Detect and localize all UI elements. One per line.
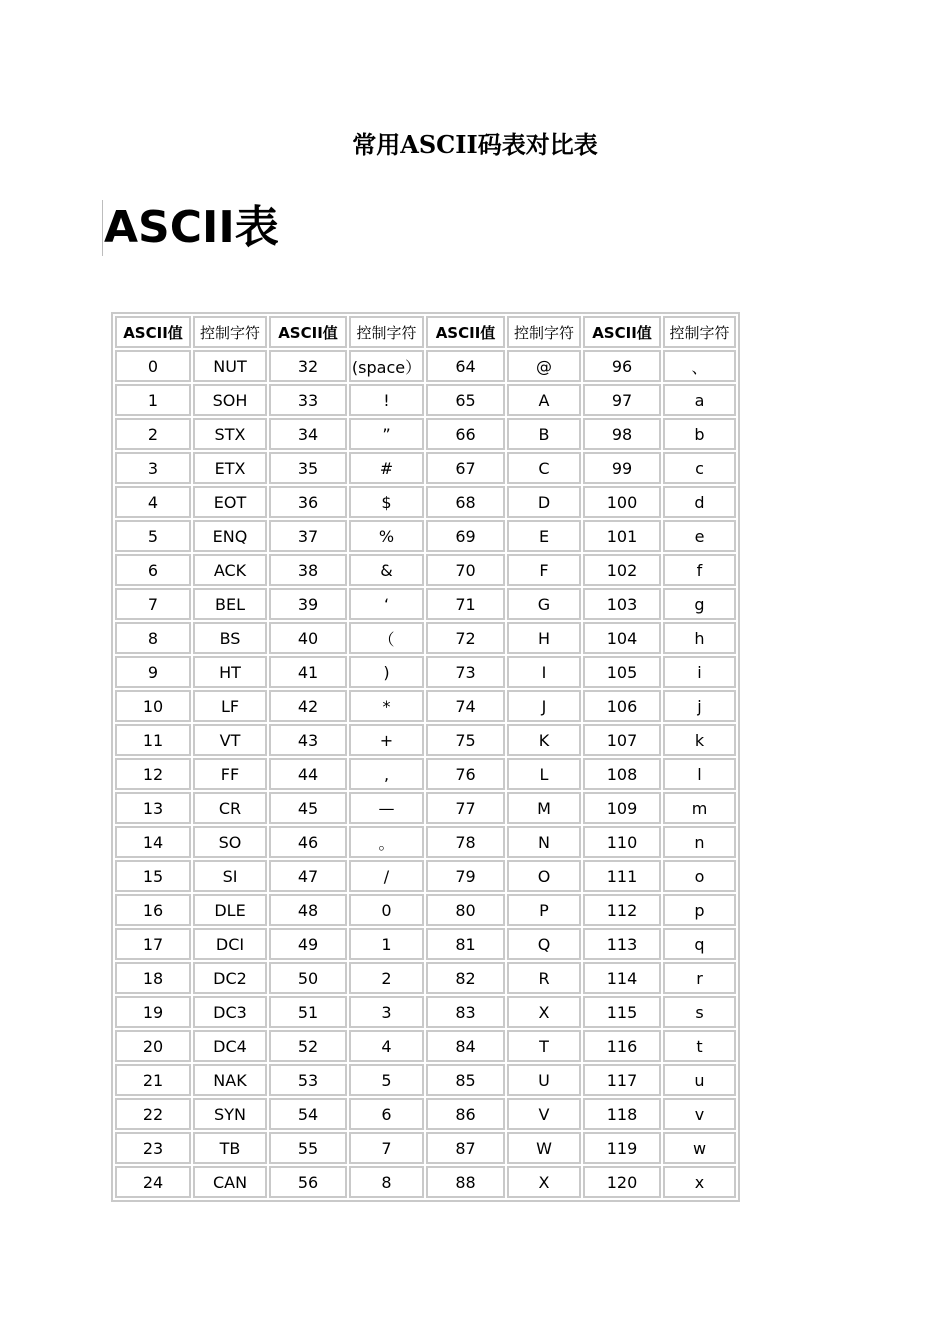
table-row	[115, 520, 736, 552]
control-char-cell: O	[507, 860, 581, 892]
control-char-cell: NAK	[193, 1064, 267, 1096]
ascii-value-cell: 120	[583, 1166, 661, 1198]
ascii-value-cell: 99	[583, 452, 661, 484]
heading-marker	[102, 200, 103, 256]
ascii-value-cell: 16	[115, 894, 191, 926]
ascii-value-cell: 5	[115, 520, 191, 552]
ascii-value-cell: 48	[269, 894, 347, 926]
control-char-cell: DC2	[193, 962, 267, 994]
control-char-cell: 1	[349, 928, 424, 960]
ascii-value-cell: 84	[426, 1030, 505, 1062]
ascii-value-cell: 88	[426, 1166, 505, 1198]
control-char-cell: 、	[663, 350, 736, 382]
ascii-value-cell: 101	[583, 520, 661, 552]
control-char-cell: q	[663, 928, 736, 960]
control-char-cell: ENQ	[193, 520, 267, 552]
ascii-value-cell: 65	[426, 384, 505, 416]
control-char-cell: f	[663, 554, 736, 586]
control-char-cell: %	[349, 520, 424, 552]
control-char-cell: NUT	[193, 350, 267, 382]
ascii-value-cell: 35	[269, 452, 347, 484]
ascii-value-cell: 118	[583, 1098, 661, 1130]
header-ascii-value: ASCII值	[583, 316, 661, 348]
table-row	[115, 996, 736, 1028]
ascii-value-cell: 24	[115, 1166, 191, 1198]
control-char-cell: #	[349, 452, 424, 484]
ascii-value-cell: 41	[269, 656, 347, 688]
ascii-value-cell: 37	[269, 520, 347, 552]
ascii-value-cell: 114	[583, 962, 661, 994]
table-row	[115, 1030, 736, 1062]
ascii-value-cell: 50	[269, 962, 347, 994]
control-char-cell: &	[349, 554, 424, 586]
ascii-value-cell: 0	[115, 350, 191, 382]
control-char-cell: L	[507, 758, 581, 790]
control-char-cell: d	[663, 486, 736, 518]
control-char-cell: 7	[349, 1132, 424, 1164]
ascii-value-cell: 98	[583, 418, 661, 450]
ascii-value-cell: 77	[426, 792, 505, 824]
control-char-cell: P	[507, 894, 581, 926]
control-char-cell: SOH	[193, 384, 267, 416]
table-row	[115, 384, 736, 416]
ascii-value-cell: 66	[426, 418, 505, 450]
control-char-cell: HT	[193, 656, 267, 688]
control-char-cell: 8	[349, 1166, 424, 1198]
control-char-cell: Q	[507, 928, 581, 960]
ascii-value-cell: 76	[426, 758, 505, 790]
table-row	[115, 1132, 736, 1164]
ascii-value-cell: 52	[269, 1030, 347, 1062]
header-control-char: 控制字符	[663, 316, 736, 348]
ascii-value-cell: 43	[269, 724, 347, 756]
control-char-cell: t	[663, 1030, 736, 1062]
ascii-value-cell: 8	[115, 622, 191, 654]
control-char-cell: ACK	[193, 554, 267, 586]
ascii-value-cell: 36	[269, 486, 347, 518]
ascii-value-cell: 110	[583, 826, 661, 858]
ascii-value-cell: 109	[583, 792, 661, 824]
table-header-row	[115, 316, 736, 348]
ascii-value-cell: 115	[583, 996, 661, 1028]
control-char-cell: E	[507, 520, 581, 552]
control-char-cell: V	[507, 1098, 581, 1130]
table-row	[115, 758, 736, 790]
control-char-cell: U	[507, 1064, 581, 1096]
ascii-value-cell: 72	[426, 622, 505, 654]
control-char-cell: !	[349, 384, 424, 416]
control-char-cell: +	[349, 724, 424, 756]
ascii-value-cell: 112	[583, 894, 661, 926]
control-char-cell: FF	[193, 758, 267, 790]
ascii-value-cell: 108	[583, 758, 661, 790]
ascii-value-cell: 11	[115, 724, 191, 756]
control-char-cell: s	[663, 996, 736, 1028]
control-char-cell: BEL	[193, 588, 267, 620]
ascii-value-cell: 87	[426, 1132, 505, 1164]
document-title: 常用ASCII码表对比表	[352, 130, 598, 159]
control-char-cell: I	[507, 656, 581, 688]
control-char-cell: /	[349, 860, 424, 892]
control-char-cell: 0	[349, 894, 424, 926]
ascii-value-cell: 13	[115, 792, 191, 824]
ascii-value-cell: 68	[426, 486, 505, 518]
ascii-value-cell: 6	[115, 554, 191, 586]
ascii-value-cell: 23	[115, 1132, 191, 1164]
table-row	[115, 928, 736, 960]
ascii-value-cell: 106	[583, 690, 661, 722]
control-char-cell: DC3	[193, 996, 267, 1028]
control-char-cell: x	[663, 1166, 736, 1198]
control-char-cell: X	[507, 996, 581, 1028]
ascii-value-cell: 67	[426, 452, 505, 484]
control-char-cell: A	[507, 384, 581, 416]
ascii-value-cell: 53	[269, 1064, 347, 1096]
ascii-value-cell: 103	[583, 588, 661, 620]
control-char-cell: 2	[349, 962, 424, 994]
section-heading: ASCII表	[104, 202, 279, 253]
table-row	[115, 1166, 736, 1198]
control-char-cell: BS	[193, 622, 267, 654]
control-char-cell: D	[507, 486, 581, 518]
control-char-cell: c	[663, 452, 736, 484]
control-char-cell: l	[663, 758, 736, 790]
control-char-cell: —	[349, 792, 424, 824]
control-char-cell: n	[663, 826, 736, 858]
ascii-value-cell: 105	[583, 656, 661, 688]
ascii-value-cell: 80	[426, 894, 505, 926]
control-char-cell: p	[663, 894, 736, 926]
table-row	[115, 350, 736, 382]
ascii-value-cell: 21	[115, 1064, 191, 1096]
control-char-cell: W	[507, 1132, 581, 1164]
control-char-cell: （	[349, 622, 424, 654]
ascii-value-cell: 69	[426, 520, 505, 552]
control-char-cell: v	[663, 1098, 736, 1130]
ascii-value-cell: 71	[426, 588, 505, 620]
control-char-cell: j	[663, 690, 736, 722]
control-char-cell: e	[663, 520, 736, 552]
ascii-value-cell: 45	[269, 792, 347, 824]
table-row	[115, 588, 736, 620]
table-row	[115, 1098, 736, 1130]
ascii-value-cell: 22	[115, 1098, 191, 1130]
ascii-value-cell: 20	[115, 1030, 191, 1062]
control-char-cell: R	[507, 962, 581, 994]
ascii-value-cell: 38	[269, 554, 347, 586]
ascii-value-cell: 4	[115, 486, 191, 518]
ascii-value-cell: 73	[426, 656, 505, 688]
header-ascii-value: ASCII值	[269, 316, 347, 348]
ascii-table	[111, 312, 740, 1202]
ascii-value-cell: 117	[583, 1064, 661, 1096]
ascii-value-cell: 116	[583, 1030, 661, 1062]
control-char-cell: ‘	[349, 588, 424, 620]
ascii-value-cell: 104	[583, 622, 661, 654]
control-char-cell: DCI	[193, 928, 267, 960]
ascii-value-cell: 96	[583, 350, 661, 382]
ascii-value-cell: 78	[426, 826, 505, 858]
control-char-cell: ,	[349, 758, 424, 790]
table-row	[115, 894, 736, 926]
ascii-value-cell: 1	[115, 384, 191, 416]
control-char-cell: DC4	[193, 1030, 267, 1062]
table-row	[115, 792, 736, 824]
control-char-cell: X	[507, 1166, 581, 1198]
ascii-value-cell: 113	[583, 928, 661, 960]
ascii-value-cell: 3	[115, 452, 191, 484]
ascii-value-cell: 9	[115, 656, 191, 688]
table-row	[115, 418, 736, 450]
control-char-cell: i	[663, 656, 736, 688]
table-row	[115, 826, 736, 858]
ascii-value-cell: 19	[115, 996, 191, 1028]
control-char-cell: u	[663, 1064, 736, 1096]
ascii-value-cell: 83	[426, 996, 505, 1028]
table-row	[115, 622, 736, 654]
control-char-cell: m	[663, 792, 736, 824]
ascii-value-cell: 12	[115, 758, 191, 790]
ascii-value-cell: 111	[583, 860, 661, 892]
ascii-value-cell: 39	[269, 588, 347, 620]
header-ascii-value: ASCII值	[426, 316, 505, 348]
ascii-value-cell: 55	[269, 1132, 347, 1164]
ascii-table-container	[111, 312, 740, 1202]
ascii-value-cell: 7	[115, 588, 191, 620]
control-char-cell: o	[663, 860, 736, 892]
control-char-cell: 3	[349, 996, 424, 1028]
ascii-value-cell: 49	[269, 928, 347, 960]
control-char-cell: ETX	[193, 452, 267, 484]
control-char-cell: VT	[193, 724, 267, 756]
ascii-value-cell: 100	[583, 486, 661, 518]
control-char-cell: CR	[193, 792, 267, 824]
control-char-cell: F	[507, 554, 581, 586]
ascii-value-cell: 74	[426, 690, 505, 722]
ascii-value-cell: 15	[115, 860, 191, 892]
control-char-cell: DLE	[193, 894, 267, 926]
ascii-value-cell: 119	[583, 1132, 661, 1164]
table-row	[115, 554, 736, 586]
control-char-cell: r	[663, 962, 736, 994]
control-char-cell: J	[507, 690, 581, 722]
control-char-cell: w	[663, 1132, 736, 1164]
ascii-value-cell: 2	[115, 418, 191, 450]
header-ascii-value: ASCII值	[115, 316, 191, 348]
header-control-char: 控制字符	[193, 316, 267, 348]
table-row	[115, 690, 736, 722]
ascii-value-cell: 81	[426, 928, 505, 960]
ascii-value-cell: 85	[426, 1064, 505, 1096]
control-char-cell: M	[507, 792, 581, 824]
ascii-value-cell: 33	[269, 384, 347, 416]
control-char-cell: @	[507, 350, 581, 382]
ascii-value-cell: 56	[269, 1166, 347, 1198]
ascii-value-cell: 17	[115, 928, 191, 960]
control-char-cell: SYN	[193, 1098, 267, 1130]
ascii-value-cell: 51	[269, 996, 347, 1028]
header-control-char: 控制字符	[349, 316, 424, 348]
ascii-value-cell: 14	[115, 826, 191, 858]
control-char-cell: CAN	[193, 1166, 267, 1198]
control-char-cell: T	[507, 1030, 581, 1062]
table-row	[115, 452, 736, 484]
control-char-cell: H	[507, 622, 581, 654]
control-char-cell: C	[507, 452, 581, 484]
ascii-value-cell: 102	[583, 554, 661, 586]
control-char-cell: a	[663, 384, 736, 416]
table-row	[115, 724, 736, 756]
control-char-cell: 。	[349, 826, 424, 858]
table-row	[115, 656, 736, 688]
control-char-cell: g	[663, 588, 736, 620]
control-char-cell: STX	[193, 418, 267, 450]
ascii-value-cell: 54	[269, 1098, 347, 1130]
control-char-cell: *	[349, 690, 424, 722]
ascii-value-cell: 82	[426, 962, 505, 994]
header-control-char: 控制字符	[507, 316, 581, 348]
control-char-cell: G	[507, 588, 581, 620]
ascii-value-cell: 32	[269, 350, 347, 382]
control-char-cell: b	[663, 418, 736, 450]
table-row	[115, 860, 736, 892]
ascii-value-cell: 46	[269, 826, 347, 858]
control-char-cell: TB	[193, 1132, 267, 1164]
control-char-cell: SI	[193, 860, 267, 892]
ascii-value-cell: 79	[426, 860, 505, 892]
control-char-cell: LF	[193, 690, 267, 722]
ascii-value-cell: 97	[583, 384, 661, 416]
ascii-value-cell: 47	[269, 860, 347, 892]
ascii-value-cell: 44	[269, 758, 347, 790]
ascii-value-cell: 40	[269, 622, 347, 654]
table-row	[115, 1064, 736, 1096]
control-char-cell: 4	[349, 1030, 424, 1062]
control-char-cell: (space）	[349, 350, 424, 382]
ascii-value-cell: 34	[269, 418, 347, 450]
control-char-cell: B	[507, 418, 581, 450]
control-char-cell: 6	[349, 1098, 424, 1130]
control-char-cell: h	[663, 622, 736, 654]
control-char-cell: N	[507, 826, 581, 858]
control-char-cell: EOT	[193, 486, 267, 518]
ascii-value-cell: 64	[426, 350, 505, 382]
control-char-cell: 5	[349, 1064, 424, 1096]
ascii-value-cell: 107	[583, 724, 661, 756]
ascii-value-cell: 10	[115, 690, 191, 722]
control-char-cell: SO	[193, 826, 267, 858]
ascii-value-cell: 86	[426, 1098, 505, 1130]
control-char-cell: k	[663, 724, 736, 756]
table-body	[115, 350, 736, 1198]
ascii-value-cell: 75	[426, 724, 505, 756]
control-char-cell: ”	[349, 418, 424, 450]
ascii-value-cell: 18	[115, 962, 191, 994]
control-char-cell: K	[507, 724, 581, 756]
table-row	[115, 486, 736, 518]
ascii-value-cell: 70	[426, 554, 505, 586]
control-char-cell: $	[349, 486, 424, 518]
table-row	[115, 962, 736, 994]
ascii-value-cell: 42	[269, 690, 347, 722]
control-char-cell: )	[349, 656, 424, 688]
